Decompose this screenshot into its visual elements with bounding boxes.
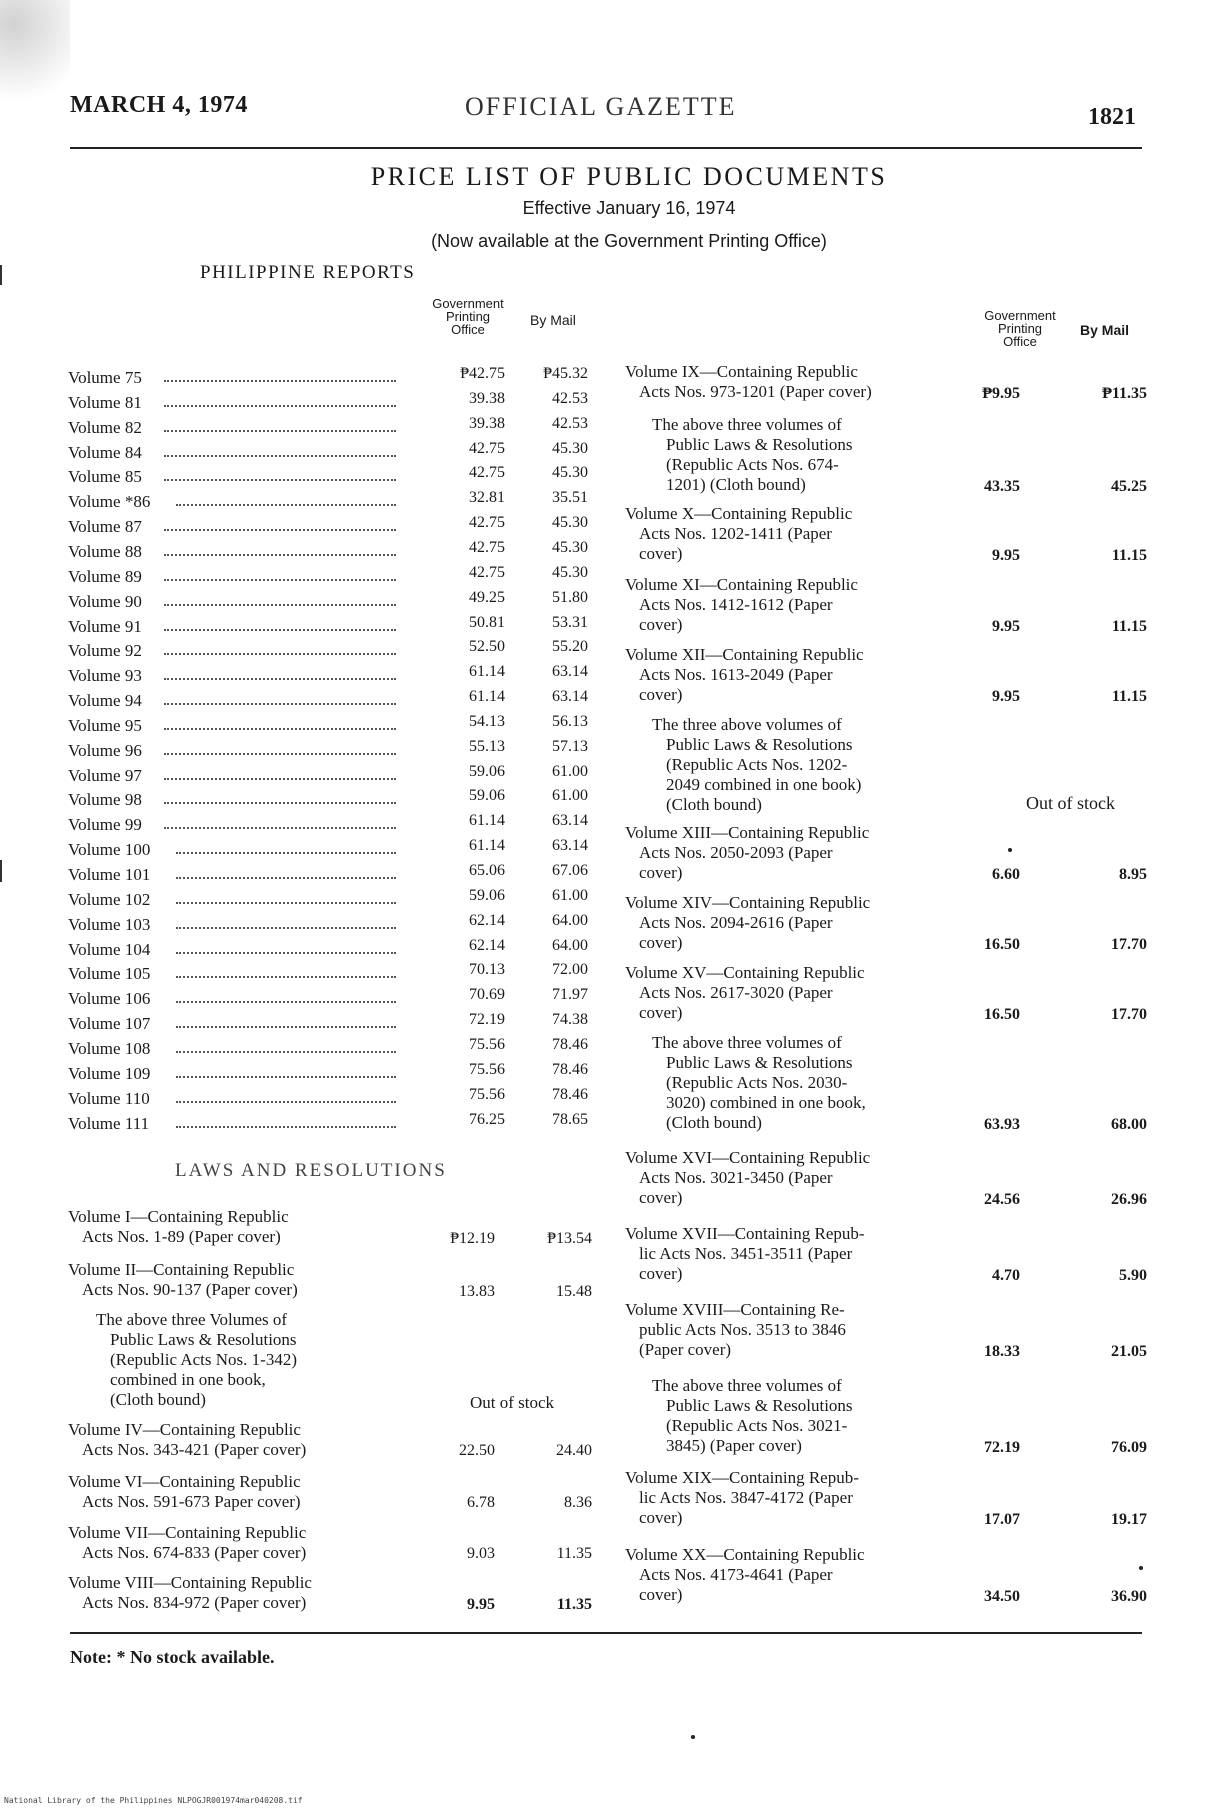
- price-gpo: 18.33: [984, 1343, 1020, 1360]
- list-item: Volume VI—Containing Republic Acts Nos. 591-673 Paper cover): [68, 1472, 301, 1511]
- price-by-mail: 45.30: [552, 439, 588, 457]
- price-by-mail: 78.46: [552, 1085, 588, 1103]
- volume-label: Volume 95: [68, 715, 142, 735]
- leader-dots: [176, 504, 396, 506]
- price-by-mail: 17.70: [1111, 1006, 1147, 1023]
- price-by-mail: 11.35: [556, 1545, 592, 1562]
- price-by-mail: 21.05: [1111, 1343, 1147, 1360]
- list-item: Volume XIII—Containing Republic Acts Nos. 2050-2093 (Paper cover): [625, 823, 870, 882]
- price-by-mail: 45.30: [552, 464, 588, 482]
- leader-dots: [164, 827, 396, 829]
- price-gpo: 42.75: [469, 439, 505, 457]
- price-gpo: 22.50: [459, 1442, 495, 1459]
- list-item: Volume XI—Containing Republic Acts Nos. 1412-1612 (Paper cover): [625, 575, 858, 634]
- leader-dots: [176, 1001, 396, 1003]
- price-gpo: 9.95: [467, 1596, 495, 1613]
- price-by-mail: 78.46: [552, 1035, 588, 1053]
- price-by-mail: 42.53: [552, 389, 588, 407]
- volume-label: Volume 94: [68, 691, 142, 711]
- price-by-mail: 17.70: [1111, 936, 1147, 953]
- volume-label: Volume 75: [68, 368, 142, 387]
- price-by-mail: 67.06: [552, 862, 588, 879]
- price-gpo: 70.13: [469, 961, 505, 979]
- price-by-mail: 45.30: [552, 563, 588, 581]
- volume-label: Volume *86: [68, 492, 151, 512]
- scan-speckle: [0, 0, 70, 120]
- price-gpo: 16.50: [984, 936, 1020, 953]
- leader-dots: [176, 976, 396, 978]
- leader-dots: [176, 852, 396, 854]
- leader-dots: [176, 1051, 396, 1053]
- price-gpo: 43.35: [984, 478, 1020, 495]
- document-title: PRICE LIST OF PUBLIC DOCUMENTS: [370, 162, 888, 191]
- price-by-mail: 11.15: [1111, 547, 1147, 564]
- volume-label: Volume 107: [68, 1014, 151, 1034]
- price-by-mail: 11.15: [1111, 688, 1147, 705]
- publication-title: OFFICIAL GAZETTE: [465, 92, 737, 121]
- out-of-stock-label: Out of stock: [470, 1393, 555, 1412]
- bottom-rule: [70, 1632, 1142, 1634]
- price-by-mail: 78.46: [552, 1060, 588, 1078]
- volume-label: Volume 84: [68, 442, 142, 462]
- leader-dots: [164, 554, 396, 556]
- leader-dots: [176, 1101, 396, 1103]
- effective-date: Effective January 16, 1974: [522, 198, 736, 218]
- price-gpo: 54.13: [469, 712, 505, 730]
- price-gpo: 9.03: [467, 1545, 495, 1562]
- price-by-mail: 8.36: [564, 1494, 592, 1511]
- scan-edge-mark: [0, 860, 2, 882]
- list-item: Volume XII—Containing Republic Acts Nos. 1613-2049 (Paper cover): [625, 645, 864, 704]
- price-gpo: ₱9.95: [982, 385, 1020, 402]
- price-gpo: 62.14: [469, 911, 505, 929]
- price-gpo: 42.75: [469, 514, 505, 532]
- price-gpo: 6.60: [992, 866, 1020, 883]
- price-gpo: 59.06: [469, 787, 505, 805]
- list-item: Volume VIII—Containing Republic Acts Nos. 834-972 (Paper cover): [68, 1573, 312, 1612]
- price-gpo: 49.25: [469, 588, 505, 606]
- volume-label: Volume 104: [68, 939, 151, 959]
- header-rule: [70, 147, 1142, 149]
- price-gpo: 61.14: [469, 812, 505, 830]
- price-by-mail: 74.38: [552, 1011, 588, 1029]
- volume-label: Volume 111: [68, 1113, 150, 1133]
- column-header-by-mail-left: By Mail: [530, 312, 576, 328]
- volume-label: Volume 110: [68, 1088, 150, 1108]
- price-gpo: 70.69: [469, 986, 505, 1004]
- price-by-mail: 64.00: [552, 911, 588, 929]
- price-gpo: 55.13: [469, 737, 505, 755]
- leader-dots: [176, 1126, 396, 1128]
- volume-label: Volume 88: [68, 541, 142, 561]
- volume-label: Volume 100: [68, 840, 151, 860]
- volume-label: Volume 91: [68, 616, 142, 636]
- price-gpo: 75.56: [469, 1060, 505, 1078]
- price-gpo: 72.19: [984, 1439, 1020, 1456]
- price-by-mail: 8.95: [1119, 866, 1147, 883]
- stray-mark: [691, 1735, 695, 1739]
- price-by-mail: 78.65: [552, 1110, 588, 1128]
- list-item: Volume VII—Containing Republic Acts Nos. 674-833 (Paper cover): [68, 1523, 307, 1562]
- price-by-mail: 63.14: [552, 812, 588, 830]
- price-gpo: 61.14: [469, 663, 505, 681]
- stray-mark: [1139, 1566, 1143, 1570]
- list-item: Volume II—Containing Republic Acts Nos. 90-137 (Paper cover): [68, 1260, 298, 1299]
- volume-label: Volume 108: [68, 1038, 151, 1058]
- price-by-mail: 26.96: [1111, 1191, 1147, 1208]
- price-gpo: 34.50: [984, 1588, 1020, 1605]
- leader-dots: [176, 927, 396, 929]
- price-gpo: 17.07: [984, 1511, 1020, 1528]
- price-by-mail: 61.00: [552, 886, 588, 904]
- price-by-mail: 11.15: [1111, 618, 1147, 635]
- price-gpo: 75.56: [469, 1085, 505, 1103]
- price-gpo: 59.06: [469, 762, 505, 780]
- price-gpo: 9.95: [992, 688, 1020, 705]
- volume-label: Volume 106: [68, 989, 151, 1009]
- price-by-mail: 63.14: [552, 663, 588, 681]
- leader-dots: [164, 579, 396, 581]
- price-gpo: 61.14: [469, 688, 505, 706]
- price-by-mail: ₱45.32: [543, 365, 588, 382]
- volume-label: Volume 97: [68, 765, 142, 785]
- price-by-mail: 5.90: [1119, 1267, 1147, 1284]
- list-item: Volume X—Containing Republic Acts Nos. 1202-1411 (Paper cover): [625, 504, 853, 563]
- price-gpo: 52.50: [469, 638, 505, 656]
- price-gpo: 39.38: [469, 389, 505, 407]
- leader-dots: [176, 1026, 396, 1028]
- leader-dots: [176, 877, 396, 879]
- price-by-mail: 56.13: [552, 712, 588, 730]
- volume-label: Volume 96: [68, 740, 142, 760]
- list-item: Volume XVIII—Containing Re- public Acts Nos. 3513 to 3846 (Paper cover): [625, 1300, 846, 1359]
- leader-dots: [164, 430, 396, 432]
- price-gpo: ₱42.75: [460, 365, 505, 382]
- list-item: Volume XX—Containing Republic Acts Nos. 4173-4641 (Paper cover): [625, 1545, 865, 1604]
- availability-note: (Now available at the Government Printing Office): [431, 231, 827, 251]
- list-item: Volume XVI—Containing Republic Acts Nos. 3021-3450 (Paper cover): [625, 1148, 871, 1207]
- list-item: The above three volumes of Public Laws & Resolutions (Republic Acts Nos. 674- 1201) (Cloth bound): [652, 415, 853, 494]
- price-gpo: 76.25: [469, 1110, 505, 1128]
- volume-label: Volume 105: [68, 964, 151, 984]
- price-by-mail: 15.48: [556, 1283, 592, 1300]
- column-header-gpo-right: Government Printing Office: [984, 308, 1056, 349]
- price-by-mail: 24.40: [556, 1442, 592, 1459]
- volume-label: Volume 98: [68, 790, 142, 810]
- list-item: Volume XV—Containing Republic Acts Nos. 2617-3020 (Paper cover): [625, 963, 865, 1022]
- price-gpo: ₱12.19: [450, 1230, 495, 1247]
- price-gpo: 32.81: [469, 489, 505, 507]
- price-by-mail: 19.17: [1111, 1511, 1147, 1528]
- list-item: The above three Volumes of Public Laws & Resolutions (Republic Acts Nos. 1-342) combined in one book, (Cloth bound): [96, 1310, 297, 1409]
- leader-dots: [176, 1076, 396, 1078]
- price-by-mail: 68.00: [1111, 1116, 1147, 1133]
- price-by-mail: 55.20: [552, 638, 588, 656]
- leader-dots: [164, 653, 396, 655]
- list-item: Volume XIV—Containing Republic Acts Nos. 2094-2616 (Paper cover): [625, 893, 871, 952]
- price-by-mail: 11.35: [556, 1596, 592, 1613]
- leader-dots: [164, 479, 396, 481]
- price-by-mail: 61.00: [552, 787, 588, 805]
- section-heading-philippine-reports: PHILIPPINE REPORTS: [200, 262, 416, 283]
- price-gpo: 24.56: [984, 1191, 1020, 1208]
- volume-label: Volume 103: [68, 914, 151, 934]
- price-gpo: 13.83: [459, 1283, 495, 1300]
- leader-dots: [164, 678, 396, 680]
- leader-dots: [164, 604, 396, 606]
- scan-footer: National Library of the Philippines NLPOGJR001974mar040208.tif: [4, 1796, 303, 1805]
- leader-dots: [164, 728, 396, 730]
- price-by-mail: 51.80: [552, 588, 588, 606]
- page-number: 1821: [1088, 104, 1136, 130]
- leader-dots: [164, 405, 396, 407]
- table-row: [68, 1110, 588, 1139]
- list-item: Volume XVII—Containing Repub- lic Acts Nos. 3451-3511 (Paper cover): [625, 1224, 865, 1283]
- list-item: Volume IV—Containing Republic Acts Nos. 343-421 (Paper cover): [68, 1420, 307, 1459]
- list-item: The above three volumes of Public Laws & Resolutions (Republic Acts Nos. 2030- 3020) combined in one book, (Cloth bound): [652, 1033, 866, 1132]
- price-gpo: 6.78: [467, 1494, 495, 1511]
- leader-dots: [164, 802, 396, 804]
- list-item: Volume IX—Containing Republic Acts Nos. 973-1201 (Paper cover): [625, 362, 872, 401]
- volume-label: Volume 82: [68, 417, 142, 437]
- price-by-mail: 45.30: [552, 538, 588, 556]
- column-header-gpo-left: Government Printing Office: [432, 296, 504, 337]
- column-header-by-mail-right: By Mail: [1080, 322, 1130, 338]
- volume-label: Volume 99: [68, 815, 142, 835]
- leader-dots: [176, 952, 396, 954]
- price-gpo: 39.38: [469, 414, 505, 432]
- price-by-mail: ₱13.54: [547, 1230, 592, 1247]
- leader-dots: [164, 529, 396, 531]
- volume-label: Volume 87: [68, 517, 142, 537]
- scan-edge-mark: [0, 265, 2, 285]
- leader-dots: [164, 629, 396, 631]
- price-gpo: 50.81: [469, 613, 505, 631]
- price-gpo: 16.50: [984, 1006, 1020, 1023]
- price-gpo: 42.75: [469, 538, 505, 556]
- volume-label: Volume 81: [68, 392, 142, 412]
- price-by-mail: 53.31: [552, 613, 588, 631]
- volume-label: Volume 90: [68, 591, 142, 611]
- price-by-mail: 57.13: [552, 737, 588, 755]
- issue-date: MARCH 4, 1974: [70, 92, 248, 118]
- leader-dots: [164, 778, 396, 780]
- price-by-mail: 71.97: [552, 986, 588, 1004]
- volume-label: Volume 89: [68, 566, 142, 586]
- price-gpo: 9.95: [992, 618, 1020, 635]
- price-by-mail: 45.25: [1111, 478, 1147, 495]
- price-by-mail: 64.00: [552, 936, 588, 954]
- price-by-mail: 76.09: [1111, 1439, 1147, 1456]
- volume-label: Volume 92: [68, 641, 142, 661]
- list-item: Volume I—Containing Republic Acts Nos. 1-89 (Paper cover): [68, 1207, 289, 1246]
- price-gpo: 65.06: [469, 862, 505, 879]
- price-by-mail: 36.90: [1111, 1588, 1147, 1605]
- volume-label: Volume 85: [68, 467, 142, 487]
- price-gpo: 4.70: [992, 1267, 1020, 1284]
- leader-dots: [164, 455, 396, 457]
- volume-label: Volume 102: [68, 889, 151, 909]
- price-gpo: 42.75: [469, 563, 505, 581]
- price-by-mail: 63.14: [552, 688, 588, 706]
- section-heading-laws-and-resolutions: LAWS AND RESOLUTIONS: [175, 1160, 447, 1181]
- leader-dots: [176, 902, 396, 904]
- volume-label: Volume 101: [68, 865, 151, 884]
- leader-dots: [164, 703, 396, 705]
- list-item: The above three volumes of Public Laws & Resolutions (Republic Acts Nos. 3021- 3845) (Paper cover): [652, 1376, 853, 1455]
- volume-label: Volume 109: [68, 1063, 151, 1083]
- price-by-mail: 45.30: [552, 514, 588, 532]
- price-gpo: 59.06: [469, 886, 505, 904]
- price-gpo: 72.19: [469, 1011, 505, 1029]
- price-gpo: 75.56: [469, 1035, 505, 1053]
- out-of-stock-label: Out of stock: [1026, 793, 1115, 813]
- price-gpo: 61.14: [469, 837, 505, 855]
- price-gpo: 62.14: [469, 936, 505, 954]
- price-by-mail: 35.51: [552, 489, 588, 507]
- price-by-mail: 63.14: [552, 837, 588, 855]
- price-gpo: 9.95: [992, 547, 1020, 564]
- list-item: Volume XIX—Containing Repub- lic Acts Nos. 3847-4172 (Paper cover): [625, 1468, 859, 1527]
- volume-label: Volume 93: [68, 666, 142, 686]
- list-item: The three above volumes of Public Laws & Resolutions (Republic Acts Nos. 1202- 2049 combined in one book) (Cloth bound): [652, 715, 862, 814]
- leader-dots: [164, 380, 396, 382]
- price-by-mail: 72.00: [552, 961, 588, 979]
- price-gpo: 63.93: [984, 1116, 1020, 1133]
- price-by-mail: ₱11.35: [1102, 385, 1147, 402]
- footnote: Note: * No stock available.: [70, 1647, 275, 1667]
- stray-mark: [1008, 848, 1012, 852]
- price-by-mail: 61.00: [552, 762, 588, 780]
- price-by-mail: 42.53: [552, 414, 588, 432]
- leader-dots: [164, 753, 396, 755]
- price-gpo: 42.75: [469, 464, 505, 482]
